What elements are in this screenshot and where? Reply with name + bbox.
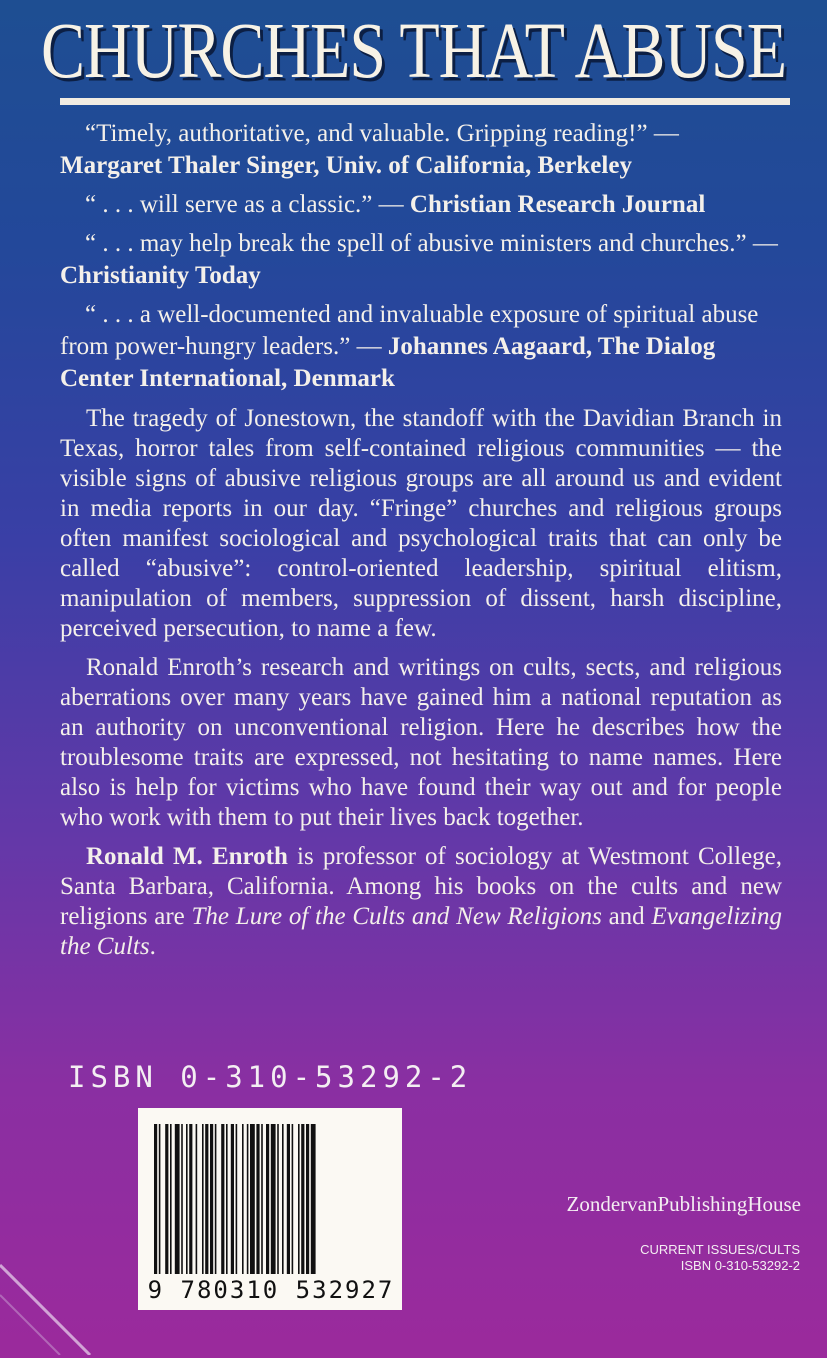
barcode-bar (186, 1124, 188, 1274)
quote-source: Johannes Aagaard, The Dialog Center International, Denmark (60, 333, 716, 392)
isbn-small: ISBN 0-310-53292-2 (680, 1258, 800, 1273)
barcode-bar (277, 1124, 279, 1274)
barcode-bar (226, 1124, 228, 1274)
barcode-bar (202, 1124, 204, 1274)
book-title-2: Evangelizing the Cults (60, 903, 782, 960)
barcode-bar (215, 1124, 217, 1274)
bio-text: and (601, 903, 652, 930)
barcode-bar (250, 1124, 255, 1274)
quote-2 (60, 189, 780, 221)
barcode-bars (152, 1124, 388, 1274)
endorsement-quotes (60, 118, 780, 402)
author-name: Ronald M. Enroth (86, 843, 288, 870)
bio-text: . (149, 933, 156, 960)
barcode-bar (301, 1124, 304, 1274)
book-title: CHURCHES THAT ABUSE (40, 7, 787, 95)
barcode-bar (189, 1124, 192, 1274)
barcode-bar (159, 1124, 161, 1274)
title-rule (60, 98, 790, 105)
barcode-bar (236, 1124, 238, 1274)
quote-1 (60, 118, 780, 182)
quote-text: “Timely, authoritative, and valuable. Gripping reading!” — (85, 120, 679, 147)
barcode-bar (170, 1124, 172, 1274)
barcode (138, 1108, 402, 1310)
barcode-bar (181, 1124, 183, 1274)
quote-4 (60, 299, 780, 395)
barcode-bar (221, 1124, 224, 1274)
barcode-bar (247, 1124, 249, 1274)
category-block (640, 1242, 800, 1274)
barcode-bar (266, 1124, 269, 1274)
barcode-bar (292, 1124, 294, 1274)
barcode-bar (205, 1124, 208, 1274)
barcode-bar (175, 1124, 180, 1274)
cover-crease (0, 1215, 140, 1355)
barcode-bar (154, 1124, 157, 1274)
barcode-bar (311, 1124, 316, 1274)
author-bio (60, 842, 782, 962)
quote-text: “ . . . a well-documented and invaluable exposure of spiritual abuse from power-hungry leaders.” — (60, 301, 759, 360)
quote-text: “ . . . may help break the spell of abusive ministers and churches.” — (85, 230, 778, 257)
bio-text: is professor of sociology at Westmont College, Santa Barbara, California. Among his books on the cults and new religions are (60, 843, 783, 930)
isbn-label: ISBN 0-310-53292-2 (68, 1060, 473, 1094)
quote-source: Christian Research Journal (409, 191, 706, 218)
barcode-bar (287, 1124, 290, 1274)
barcode-bar (306, 1124, 309, 1274)
quote-source: Christianity Today (60, 262, 261, 289)
barcode-bar (261, 1124, 263, 1274)
book-title-1: The Lure of the Cults and New Religions (191, 903, 602, 930)
quote-source: Margaret Thaler Singer, Univ. of California, Berkeley (60, 152, 632, 179)
barcode-bar (165, 1124, 168, 1274)
barcode-bar (231, 1124, 234, 1274)
barcode-bar (298, 1124, 300, 1274)
barcode-bar (271, 1124, 276, 1274)
barcode-bar (242, 1124, 244, 1274)
barcode-bar (210, 1124, 213, 1274)
barcode-number: 9 780310 532927 (147, 1276, 395, 1304)
description (60, 404, 782, 971)
barcode-bar (196, 1124, 198, 1274)
barcode-bar (282, 1124, 284, 1274)
publisher-name: ZondervanPublishingHouse (566, 1192, 801, 1216)
description-paragraph-1: The tragedy of Jonestown, the standoff with the Davidian Branch in Texas, horror tales from self-contained religious communities — the visible signs of abusive religious groups are all around us and evident in media reports in our day. “Fringe” churches and religious groups often manifest sociological and psychological traits that can only be called “abusive”: control-oriented leadership, spiritual elitism, manipulation of members, suppression of dissent, harsh discipline, perceived persecution, to name a few. (60, 405, 782, 642)
quote-text: “ . . . will serve as a classic.” — (85, 191, 410, 218)
quote-3 (60, 228, 780, 292)
description-paragraph-2: Ronald Enroth’s research and writings on cults, sects, and religious aberrations over many years have gained him a national reputation as an authority on unconventional religion. Here he describes how the troublesome traits are expressed, not hesitating to name names. Here also is help for victims who have found their way out and for people who work with them to put their lives back together. (60, 654, 782, 831)
barcode-bar (256, 1124, 259, 1274)
category-label: CURRENT ISSUES/CULTS (640, 1242, 800, 1257)
